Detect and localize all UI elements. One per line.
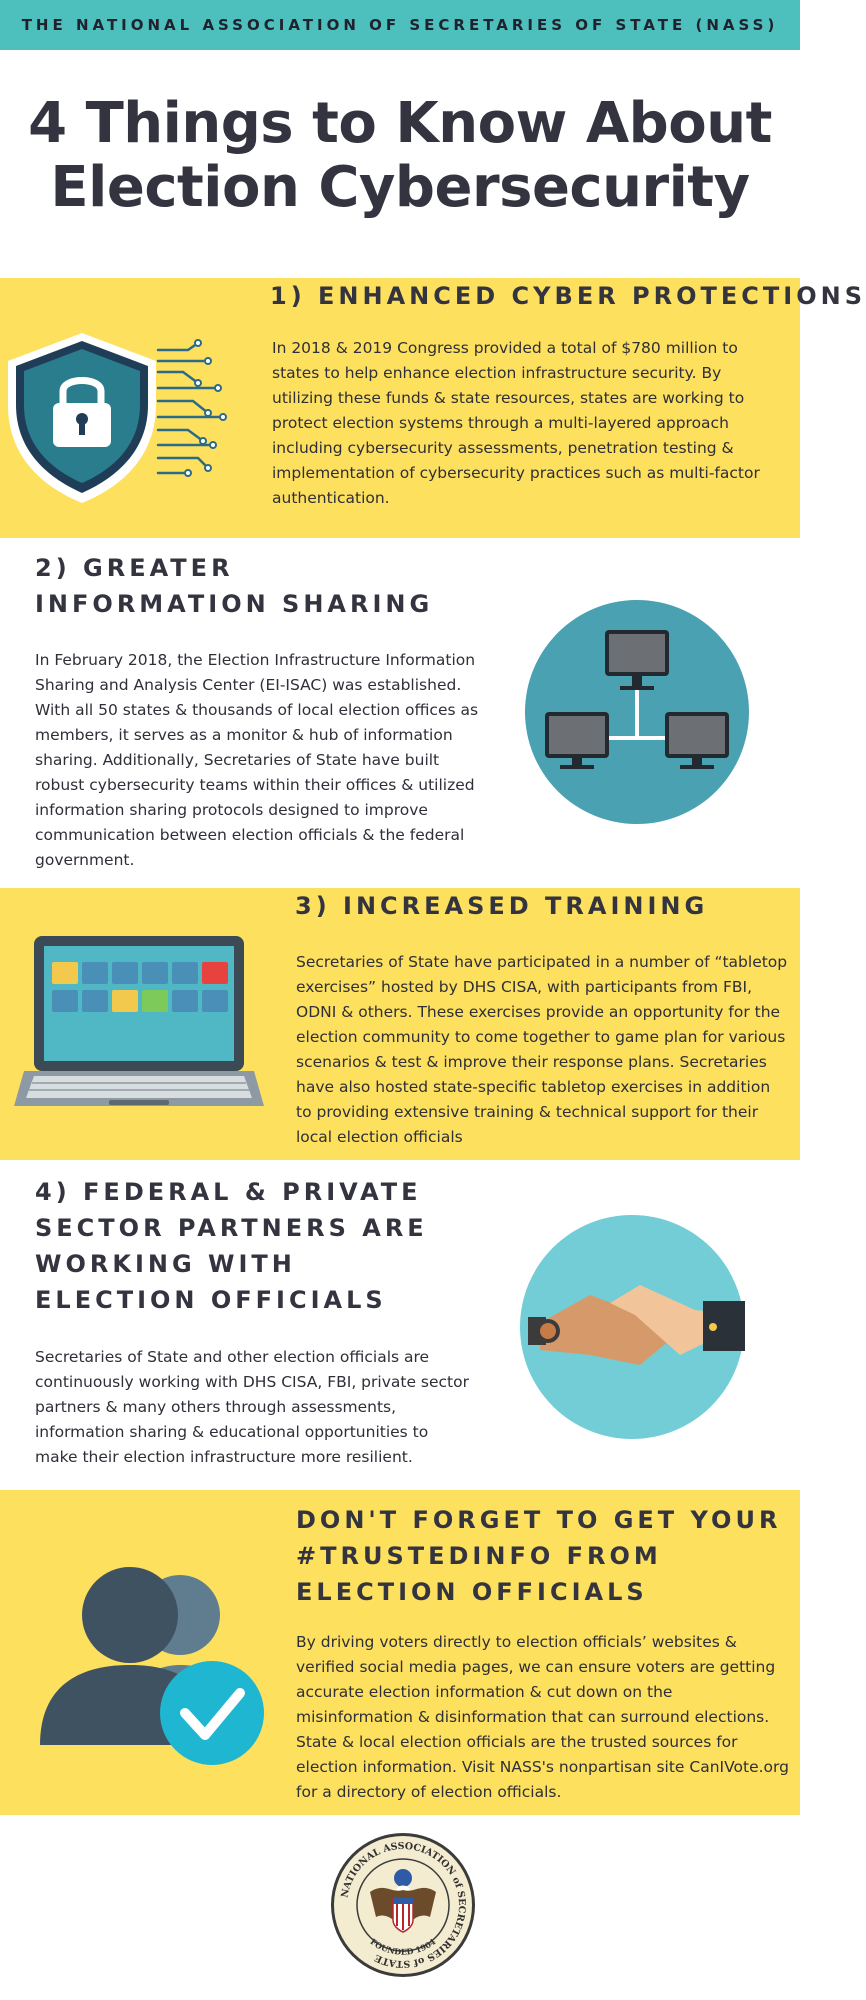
section-1-heading: 1) ENHANCED CYBER PROTECTIONS: [270, 282, 866, 310]
nass-seal-icon: [330, 1832, 476, 1978]
laptop-icon: [14, 936, 264, 1116]
section-4-heading: 4) FEDERAL & PRIVATE SECTOR PARTNERS ARE WORKING WITH ELECTION OFFICIALS: [35, 1178, 428, 1314]
section-4: [0, 1160, 800, 1490]
seal-ring-text: NATIONAL ASSOCIATION of SECRETARIES of STATE: [339, 1840, 468, 1970]
top-bar: [0, 0, 800, 50]
page-title: [0, 92, 800, 220]
section-3-body: Secretaries of State have participated in a number of “tabletop exercises” hosted by DHS CISA, with participants from FBI, ODNI & others. These exercises provide an opportunity for the election community to come together to game plan for various scenarios & test & improve their response plans. Secretaries have also hosted state-specific tabletop exercises in addition to providing extensive training & technical support for their local election officials: [296, 953, 788, 1146]
section-3-heading: 3) INCREASED TRAINING: [295, 892, 709, 920]
network-monitors-icon: [525, 600, 750, 825]
title-line-1: 4 Things to Know About: [28, 91, 772, 156]
shield-lock-icon: [8, 333, 238, 503]
section-5-heading: DON'T FORGET TO GET YOUR #TRUSTEDINFO FROM ELECTION OFFICIALS: [296, 1506, 782, 1606]
verified-people-icon: [40, 1545, 270, 1785]
seal-founded: FOUNDED 1904: [368, 1936, 438, 1957]
section-2-heading: 2) GREATER INFORMATION SHARING: [35, 554, 434, 618]
handshake-icon: [520, 1215, 760, 1440]
section-5-body: By driving voters directly to election officials’ websites & verified social media pages, we can ensure voters are getting accurate election information & cut down on the misinformation & disinformation that can surround elections. State & local election officials are the trusted sources for election information. Visit NASS's nonpartisan site CanIVote.org for a directory of election officials.: [296, 1633, 789, 1801]
org-line: THE NATIONAL ASSOCIATION OF SECRETARIES OF STATE (NASS): [21, 16, 779, 34]
section-1: [0, 278, 866, 538]
title-line-2: Election Cybersecurity: [50, 155, 750, 220]
section-3: [0, 888, 800, 1160]
section-4-body: Secretaries of State and other election officials are continuously working with DHS CISA, FBI, private sector partners & many others through assessments, information sharing & educational opportunities to make their election infrastructure more resilient.: [35, 1348, 469, 1466]
section-5: [0, 1490, 800, 1815]
section-2: [0, 538, 800, 888]
section-1-body: In 2018 & 2019 Congress provided a total of $780 million to states to help enhance election infrastructure security. By utilizing these funds & state resources, states are working to protect election systems through a multi-layered approach including cybersecurity assessments, penetration testing & implementation of cybersecurity practices such as multi-factor authentication.: [272, 339, 760, 507]
section-2-body: In February 2018, the Election Infrastructure Information Sharing and Analysis Center (EI-ISAC) was established. With all 50 states & thousands of local election offices as members, it serves as a monitor & hub of information sharing. Additionally, Secretaries of State have built robust cybersecurity teams within their offices & utilized information sharing protocols designed to improve communication between election officials & the federal government.: [35, 651, 479, 869]
